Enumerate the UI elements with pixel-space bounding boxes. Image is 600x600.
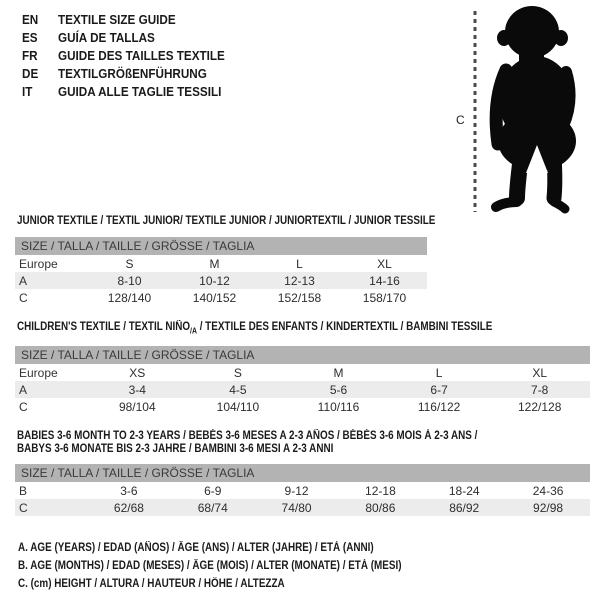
language-title: GUIDE DES TAILLES TEXTILE [58,47,225,63]
baby-figure [448,4,596,216]
note-age-years: A. AGE (YEARS) / EDAD (AÑOS) / ÂGE (ANS) / ALTER (JAHRE) / ETÀ (ANNI) [18,542,374,554]
size-cell: S [125,256,134,271]
size-cell: 12-18 [365,483,396,498]
size-cell: 10-12 [172,272,257,289]
size-cell: 14-16 [342,272,427,289]
size-cell: L [435,365,443,380]
section-heading [17,321,512,337]
babies-size-table [15,464,590,516]
section-junior-textile [15,215,593,306]
language-title: TEXTILGRÖßENFÜHRUNG [58,65,207,81]
size-cell: S [233,365,242,380]
table-row-height [15,499,590,516]
row-label: Europe [19,365,58,380]
language-title: TEXTILE SIZE GUIDE [58,11,176,27]
language-code: FR [22,47,38,63]
size-header-label: SIZE / TALLA / TAILLE / GRÖSSE / TAGLIA [15,464,590,482]
language-row [22,46,225,64]
size-cell: XL [532,365,548,380]
size-cell: 74/80 [255,499,339,516]
row-label: A [15,272,87,289]
size-cell: 6-7 [389,381,490,398]
row-label: Europe [19,256,58,271]
size-cell: XL [377,256,392,271]
table-row-months [15,482,590,499]
note-height-cm: C. (cm) HEIGHT / ALTURA / HAUTEUR / HÖHE / ALTEZZA [18,578,285,590]
row-label: C [19,290,28,305]
size-cell: 68/74 [171,499,255,516]
size-cell: XS [129,365,146,380]
table-row-age [15,272,427,289]
row-label: A [15,381,87,398]
size-cell: M [333,365,344,380]
size-cell: 8-10 [87,272,172,289]
size-cell: 12-13 [257,272,342,289]
row-label: C [19,399,28,414]
language-row [22,82,225,100]
table-row-height [15,289,427,306]
note-age-months: B. AGE (MONTHS) / EDAD (MESES) / ÂGE (MOIS) / ALTER (MONATE) / ETÀ (MESI) [18,560,402,572]
baby-silhouette-image [496,6,576,209]
heading-line-2: BABYS 3-6 MONATE BIS 2-3 JAHRE / BAMBINI 3-6 MESI A 2-3 ANNI [17,442,334,455]
size-cell: 6-9 [204,483,222,498]
size-header-bar [15,237,427,255]
size-cell: 5-6 [288,381,389,398]
size-cell: 104/110 [216,399,260,414]
table-row-europe [15,255,427,272]
language-row [22,64,225,82]
legend-notes [18,539,464,593]
size-cell: 4-5 [188,381,289,398]
size-cell: 7-8 [489,381,590,398]
language-title: GUÍA DE TALLAS [58,29,155,45]
section-heading [17,430,512,455]
size-cell: 80/86 [338,499,422,516]
section-babies-textile [15,430,593,516]
language-code: IT [22,83,33,99]
size-cell: 92/98 [506,499,590,516]
children-size-table [15,346,590,415]
size-cell: 24-36 [532,483,564,498]
size-cell: 128/140 [107,290,152,305]
size-cell: 158/170 [362,290,407,305]
size-cell: 3-6 [120,483,138,498]
size-cell: 86/92 [422,499,506,516]
language-code: EN [22,11,39,27]
size-cell: M [209,256,220,271]
size-cell: 140/152 [192,290,237,305]
heading-text: CHILDREN'S TEXTILE / TEXTIL NIÑO [17,321,191,333]
section-heading: JUNIOR TEXTILE / TEXTIL JUNIOR/ TEXTILE JUNIOR / JUNIORTEXTIL / JUNIOR TESSILE [17,215,436,227]
junior-size-table [15,237,427,306]
size-cell: L [296,256,303,271]
language-row [22,10,225,28]
size-cell: 98/104 [118,399,156,414]
size-cell: 9-12 [284,483,309,498]
size-header-label: SIZE / TALLA / TAILLE / GRÖSSE / TAGLIA [15,237,427,255]
heading-line-1: BABIES 3-6 MONTH TO 2-3 YEARS / BEBÉS 3-6 MESES A 2-3 AÑOS / BÉBÉS 3-6 MOIS À 2-3 ANS / [17,430,478,443]
size-cell: 3-4 [87,381,188,398]
language-title: GUIDA ALLE TAGLIE TESSILI [58,83,222,99]
size-header-bar [15,464,590,482]
table-row-age [15,381,590,398]
heading-text: / TEXTILE DES ENFANTS / KINDERTEXTIL / BAMBINI TESSILE [196,321,493,333]
table-row-height [15,398,590,415]
size-guide-sections [15,215,593,516]
language-code: DE [22,65,39,81]
language-row [22,28,225,46]
size-cell: 152/158 [277,290,322,305]
language-list [22,10,247,100]
size-cell: 122/128 [517,399,562,414]
section-childrens-textile [15,321,593,415]
size-cell: 18-24 [448,483,480,498]
table-row-europe [15,364,590,381]
size-cell: 116/122 [417,399,461,414]
height-measure-label: C [456,113,465,127]
row-label: B [19,483,28,498]
language-code: ES [22,29,38,45]
size-header-label: SIZE / TALLA / TAILLE / GRÖSSE / TAGLIA [15,346,590,364]
heading-subscript: /A [190,326,197,336]
size-cell: 110/116 [317,399,360,414]
size-cell: 62/68 [87,499,171,516]
row-label: C [15,499,87,516]
size-header-bar [15,346,590,364]
